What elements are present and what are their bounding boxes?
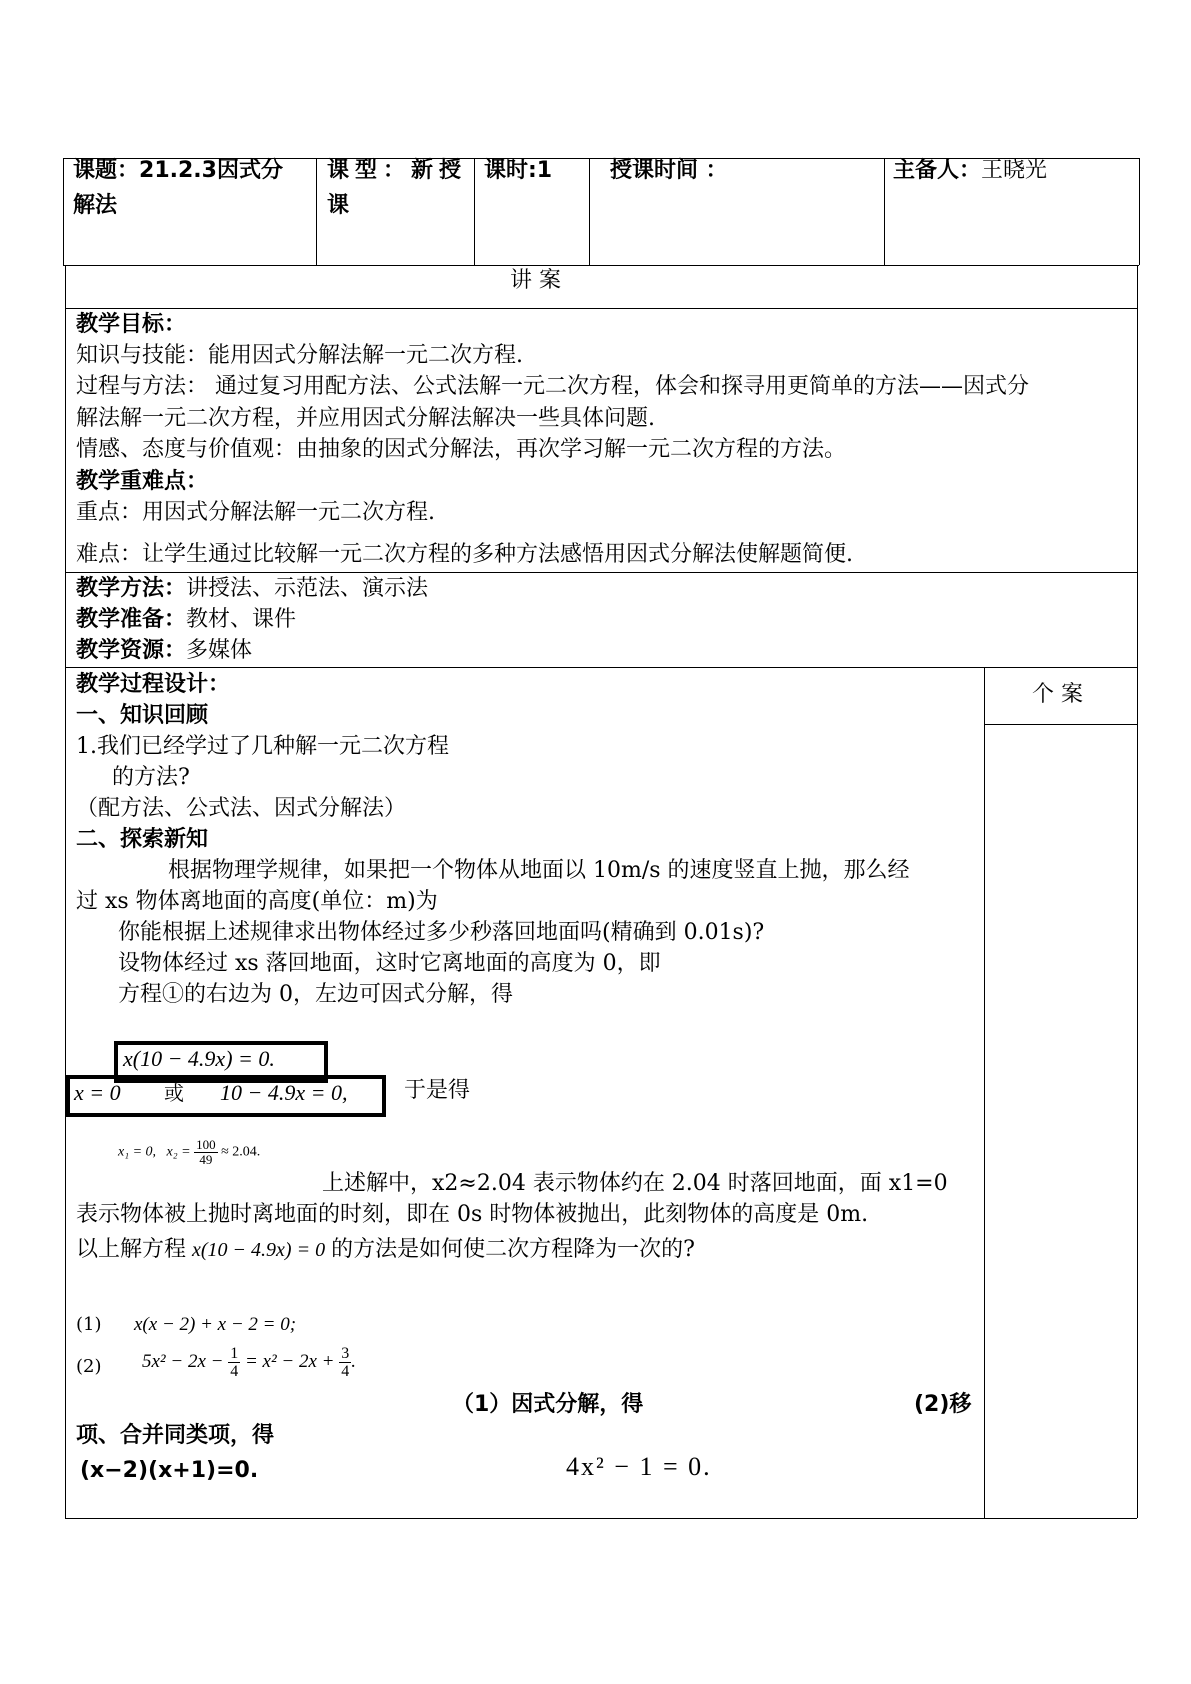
prep-label: 教学准备： [76,607,187,632]
equation-factored: x(10 − 4.9x) = 0. [123,1046,275,1071]
time-label: 授课时间 ： [610,158,728,183]
topic-value: 21.2.3因式分 [139,158,283,183]
explore-paragraph-cont: 过 xs 物体离地面的高度(单位：m)为 [76,889,438,914]
prep-value: 教材、课件 [186,607,297,632]
example2-f1-num: 1 [230,1345,239,1362]
solution-x1: x₁ = 0, [118,1144,157,1160]
preparer-label: 主备人： [893,158,982,183]
explore-factor: 方程①的右边为 0，左边可因式分解，得 [118,982,513,1007]
step2-text: (2)移 [914,1392,972,1417]
result2: 4x² − 1 = 0. [566,1452,712,1481]
prep-row [76,605,296,635]
topic-label: 课题： [73,158,140,183]
question1-answer: （配方法、公式法、因式分解法） [76,796,407,821]
explore-assume: 设物体经过 xs 落回地面，这时它离地面的高度为 0，即 [118,951,661,976]
key-points-heading: 教学重难点： [76,469,209,494]
example2-equation [142,1345,356,1380]
type-value: 新授 [411,158,468,183]
solution-x2: x₂ = [166,1144,191,1160]
example1-equation: x(x − 2) + x − 2 = 0; [134,1314,297,1335]
type-cell [327,156,467,186]
reduce-question-equation: x(10 − 4.9x) = 0 [192,1239,326,1261]
so-get: 于是得 [404,1078,471,1103]
type-value-line2: 课 [327,193,350,218]
resource-row [76,636,252,666]
key-point: 重点：用因式分解法解一元二次方程. [76,500,435,525]
question1-cont: 的方法? [112,765,190,790]
solution-line [118,1138,260,1167]
method-value: 讲授法、示范法、演示法 [186,576,429,601]
type-label: 课型： [327,158,412,183]
side-column-title: 个 案 [1032,682,1083,707]
example2-left: 5x² − 2x − [142,1350,224,1372]
step2-text-cont: 项、合并同类项，得 [76,1423,275,1448]
example2-end: . [351,1350,356,1372]
example2-label: (2) [76,1356,102,1377]
example2-fraction-1 [228,1345,240,1380]
solution-explain-cont: 表示物体被上抛时离地面的时刻，即在 0s 时物体被抛出，此刻物体的高度是 0m. [76,1202,869,1227]
preparer-name: 王晓光 [981,158,1048,183]
example2-fraction-2 [339,1345,351,1380]
example1-label: (1) [76,1314,102,1335]
example2-f1-den: 4 [230,1363,239,1380]
topic-cell [73,156,283,186]
objective-knowledge: 知识与技能：能用因式分解法解一元二次方程. [76,343,523,368]
process-heading: 教学过程设计： [76,672,231,697]
lecture-title: 讲 案 [510,268,561,293]
section1-title: 一、知识回顾 [76,703,209,728]
section2-title: 二、探索新知 [76,827,209,852]
topic-value-line2: 解法 [73,193,118,218]
solution-approx: ≈ 2.04. [221,1144,261,1160]
reduce-question-suffix: 的方法是如何使二次方程降为一次的? [331,1237,695,1262]
explore-paragraph: 根据物理学规律，如果把一个物体从地面以 10m/s 的速度竖直上抛，那么经 [168,858,910,883]
objectives-heading: 教学目标： [76,312,187,337]
example2-f2-den: 4 [341,1363,350,1380]
objective-process-cont: 解法解一元二次方程，并应用因式分解法解决一些具体问题. [76,406,655,431]
method-label: 教学方法： [76,576,187,601]
preparer-cell [893,156,1047,186]
solution-explain: 上述解中，x2≈2.04 表示物体约在 2.04 时落回地面，面 x1=0 [322,1171,948,1196]
example2-f2-num: 3 [341,1345,350,1362]
solution-fraction [194,1138,218,1167]
solution-denominator: 49 [199,1152,213,1167]
result1: (x−2)(x+1)=0. [80,1458,259,1483]
resource-label: 教学资源： [76,638,187,663]
difficult-point: 难点：让学生通过比较解一元二次方程的多种方法感悟用因式分解法使解题简便. [76,542,853,567]
explore-question: 你能根据上述规律求出物体经过多少秒落回地面吗(精确到 0.01s)? [118,920,765,945]
solution-numerator: 100 [196,1137,216,1152]
example2-mid: = x² − 2x + [244,1350,335,1372]
method-row [76,574,428,604]
period-cell: 课时:1 [484,158,553,183]
equation-or: 或 [164,1081,184,1105]
objective-process: 过程与方法： 通过复习用配方法、公式法解一元二次方程，体会和探寻用更简单的方法——因式分 [76,374,1029,399]
step1-text: （1）因式分解，得 [452,1392,644,1417]
objective-emotion: 情感、态度与价值观：由抽象的因式分解法，再次学习解一元二次方程的方法。 [76,437,847,462]
equation-split-a: x = 0 [74,1080,121,1105]
equation-split-b: 10 − 4.9x = 0, [220,1080,348,1105]
question1: 1.我们已经学过了几种解一元二次方程 [76,734,449,759]
reduce-question-prefix: 以上解方程 [76,1237,187,1262]
resource-value: 多媒体 [186,638,253,663]
reduce-question [76,1235,695,1265]
